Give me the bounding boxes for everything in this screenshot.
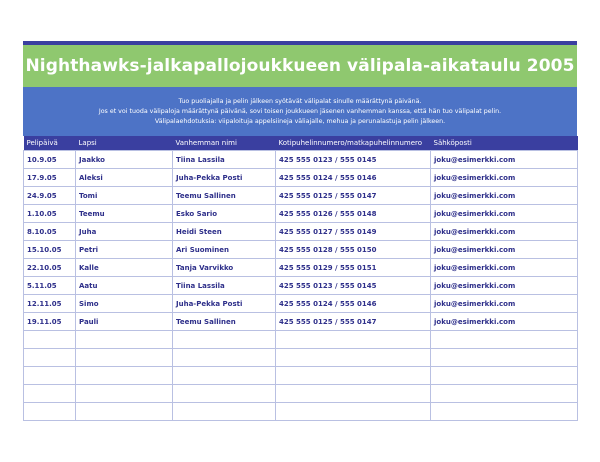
cell-parent-name[interactable]: Esko Sario <box>173 205 276 223</box>
empty-cell[interactable] <box>76 331 173 349</box>
table-row <box>24 151 578 169</box>
page-title: Nighthawks-jalkapallojoukkueen välipala-aikataulu 2005 <box>25 56 575 76</box>
empty-cell[interactable] <box>431 349 578 367</box>
empty-cell[interactable] <box>431 367 578 385</box>
empty-cell[interactable] <box>76 385 173 403</box>
title-band <box>23 45 577 87</box>
cell-email[interactable]: joku@esimerkki.com <box>431 277 578 295</box>
instruction-line-3: Välipalaehdotuksia: viipaloituja appelsiineja väliajalle, mehua ja perunalastuja pelin jälkeen. <box>154 118 446 125</box>
empty-table-row <box>24 403 578 421</box>
empty-cell[interactable] <box>173 403 276 421</box>
empty-table-row <box>24 349 578 367</box>
cell-email[interactable]: joku@esimerkki.com <box>431 295 578 313</box>
empty-table-row <box>24 385 578 403</box>
column-header-child: Lapsi <box>76 136 173 151</box>
cell-child[interactable]: Juha <box>76 223 173 241</box>
cell-email[interactable]: joku@esimerkki.com <box>431 187 578 205</box>
table-row <box>24 223 578 241</box>
empty-cell[interactable] <box>173 367 276 385</box>
instruction-line-1: Tuo puoliajalla ja pelin jälkeen syötävät välipalat sinulle määrättynä päivänä. <box>178 98 422 105</box>
cell-phone[interactable]: 425 555 0124 / 555 0146 <box>276 169 431 187</box>
cell-email[interactable]: joku@esimerkki.com <box>431 205 578 223</box>
empty-cell[interactable] <box>431 331 578 349</box>
cell-child[interactable]: Petri <box>76 241 173 259</box>
cell-phone[interactable]: 425 555 0123 / 555 0145 <box>276 151 431 169</box>
cell-email[interactable]: joku@esimerkki.com <box>431 169 578 187</box>
cell-game-date[interactable]: 12.11.05 <box>24 295 76 313</box>
empty-cell[interactable] <box>276 385 431 403</box>
schedule-table <box>23 136 578 421</box>
cell-email[interactable]: joku@esimerkki.com <box>431 313 578 331</box>
empty-cell[interactable] <box>173 331 276 349</box>
cell-parent-name[interactable]: Juha-Pekka Posti <box>173 295 276 313</box>
empty-cell[interactable] <box>76 349 173 367</box>
column-header-game-date: Pelipäivä <box>24 136 76 151</box>
cell-phone[interactable]: 425 555 0123 / 555 0145 <box>276 277 431 295</box>
empty-cell[interactable] <box>276 331 431 349</box>
cell-game-date[interactable]: 15.10.05 <box>24 241 76 259</box>
cell-child[interactable]: Kalle <box>76 259 173 277</box>
cell-parent-name[interactable]: Ari Suominen <box>173 241 276 259</box>
cell-game-date[interactable]: 19.11.05 <box>24 313 76 331</box>
table-row <box>24 277 578 295</box>
cell-phone[interactable]: 425 555 0125 / 555 0147 <box>276 187 431 205</box>
cell-child[interactable]: Aleksi <box>76 169 173 187</box>
table-row <box>24 241 578 259</box>
cell-parent-name[interactable]: Tiina Lassila <box>173 151 276 169</box>
cell-parent-name[interactable]: Teemu Sallinen <box>173 313 276 331</box>
cell-phone[interactable]: 425 555 0126 / 555 0148 <box>276 205 431 223</box>
cell-parent-name[interactable]: Tiina Lassila <box>173 277 276 295</box>
cell-child[interactable]: Simo <box>76 295 173 313</box>
table-row <box>24 205 578 223</box>
instructions-band <box>23 87 577 136</box>
cell-email[interactable]: joku@esimerkki.com <box>431 241 578 259</box>
cell-phone[interactable]: 425 555 0125 / 555 0147 <box>276 313 431 331</box>
empty-cell[interactable] <box>76 367 173 385</box>
cell-child[interactable]: Pauli <box>76 313 173 331</box>
snack-schedule-sheet <box>23 41 577 421</box>
empty-cell[interactable] <box>276 367 431 385</box>
cell-game-date[interactable]: 17.9.05 <box>24 169 76 187</box>
cell-child[interactable]: Tomi <box>76 187 173 205</box>
cell-email[interactable]: joku@esimerkki.com <box>431 151 578 169</box>
cell-email[interactable]: joku@esimerkki.com <box>431 223 578 241</box>
empty-cell[interactable] <box>76 403 173 421</box>
table-header-row <box>24 136 578 151</box>
table-row <box>24 169 578 187</box>
empty-cell[interactable] <box>24 385 76 403</box>
cell-child[interactable]: Jaakko <box>76 151 173 169</box>
cell-parent-name[interactable]: Heidi Steen <box>173 223 276 241</box>
instruction-line-2: Jos et voi tuoda välipaloja määrättynä päivänä, sovi toisen joukkueen jäsenen vanhemman kanssa, että hän tuo välipalat pelin. <box>98 108 502 115</box>
empty-cell[interactable] <box>276 349 431 367</box>
empty-table-row <box>24 331 578 349</box>
table-row <box>24 295 578 313</box>
cell-game-date[interactable]: 24.9.05 <box>24 187 76 205</box>
cell-game-date[interactable]: 1.10.05 <box>24 205 76 223</box>
cell-game-date[interactable]: 5.11.05 <box>24 277 76 295</box>
cell-phone[interactable]: 425 555 0124 / 555 0146 <box>276 295 431 313</box>
schedule-table-body <box>24 151 578 421</box>
table-row <box>24 259 578 277</box>
column-header-email: Sähköposti <box>431 136 578 151</box>
table-row <box>24 313 578 331</box>
cell-parent-name[interactable]: Teemu Sallinen <box>173 187 276 205</box>
empty-cell[interactable] <box>24 349 76 367</box>
table-row <box>24 187 578 205</box>
cell-game-date[interactable]: 22.10.05 <box>24 259 76 277</box>
cell-phone[interactable]: 425 555 0128 / 555 0150 <box>276 241 431 259</box>
empty-cell[interactable] <box>24 367 76 385</box>
column-header-phone: Kotipuhelinnumero/matkapuhelinnumero <box>276 136 431 151</box>
cell-child[interactable]: Teemu <box>76 205 173 223</box>
empty-cell[interactable] <box>431 403 578 421</box>
column-header-parent-name: Vanhemman nimi <box>173 136 276 151</box>
empty-table-row <box>24 367 578 385</box>
cell-phone[interactable]: 425 555 0127 / 555 0149 <box>276 223 431 241</box>
cell-parent-name[interactable]: Tanja Varvikko <box>173 259 276 277</box>
empty-cell[interactable] <box>431 385 578 403</box>
cell-email[interactable]: joku@esimerkki.com <box>431 259 578 277</box>
cell-phone[interactable]: 425 555 0129 / 555 0151 <box>276 259 431 277</box>
cell-game-date[interactable]: 10.9.05 <box>24 151 76 169</box>
empty-cell[interactable] <box>276 403 431 421</box>
empty-cell[interactable] <box>173 385 276 403</box>
empty-cell[interactable] <box>24 403 76 421</box>
cell-game-date[interactable]: 8.10.05 <box>24 223 76 241</box>
empty-cell[interactable] <box>173 349 276 367</box>
cell-parent-name[interactable]: Juha-Pekka Posti <box>173 169 276 187</box>
empty-cell[interactable] <box>24 331 76 349</box>
cell-child[interactable]: Aatu <box>76 277 173 295</box>
